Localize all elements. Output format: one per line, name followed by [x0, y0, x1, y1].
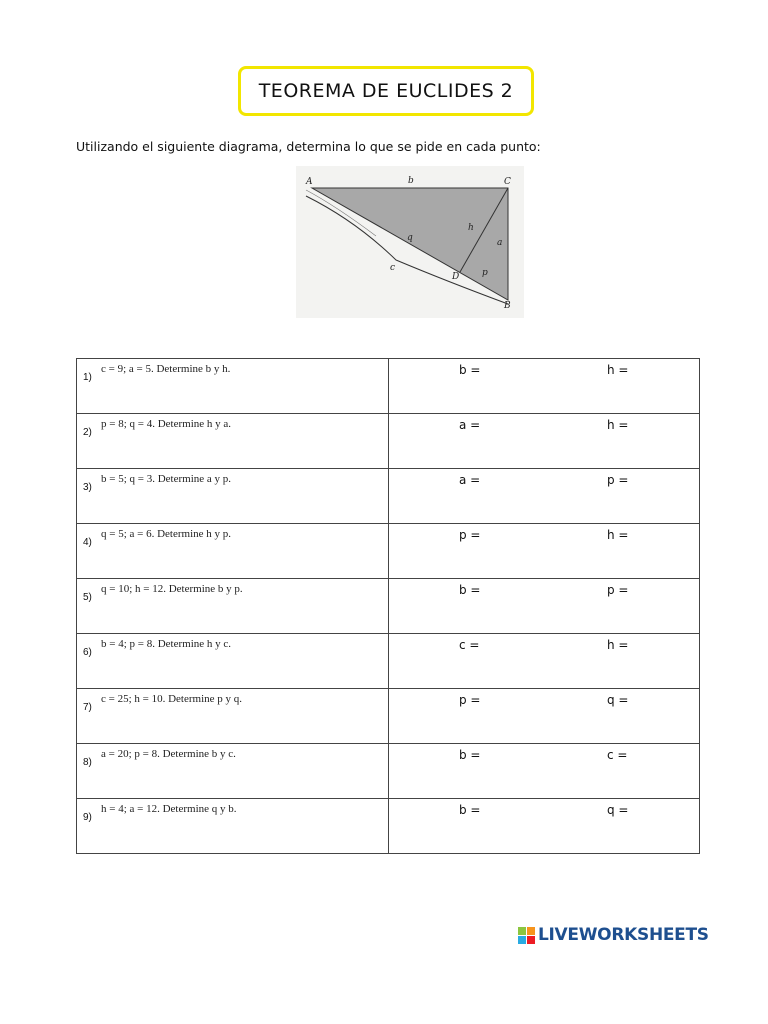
- label-A: A: [306, 177, 313, 187]
- exercise-statement: p = 8; q = 4. Determine h y a.: [101, 418, 232, 430]
- answer-cell[interactable]: [389, 579, 700, 634]
- exercise-number: 5): [83, 592, 92, 603]
- triangle-shape: [312, 188, 508, 300]
- answer-label-2: q =: [607, 693, 629, 707]
- answer-label-2: c =: [607, 748, 628, 762]
- question-cell: [77, 359, 389, 414]
- label-D: D: [452, 272, 460, 282]
- answer-label-1: b =: [459, 748, 481, 762]
- answer-label-2: h =: [607, 528, 629, 542]
- table-row: [77, 414, 700, 469]
- exercise-number: 6): [83, 647, 92, 658]
- answer-cell[interactable]: [389, 414, 700, 469]
- label-h: h: [468, 223, 474, 233]
- answer-cell[interactable]: [389, 634, 700, 689]
- exercise-statement: b = 4; p = 8. Determine h y c.: [101, 638, 232, 650]
- answer-label-1: p =: [459, 693, 481, 707]
- exercise-number: 9): [83, 812, 92, 823]
- answer-label-1: b =: [459, 583, 481, 597]
- answer-label-1: b =: [459, 363, 481, 377]
- table-row: [77, 689, 700, 744]
- label-C: C: [504, 177, 511, 187]
- table-row: [77, 634, 700, 689]
- question-cell: [77, 469, 389, 524]
- exercise-number: 3): [83, 482, 92, 493]
- answer-label-1: c =: [459, 638, 480, 652]
- instructions: Utilizando el siguiente diagrama, determina lo que se pide en cada punto:: [76, 139, 541, 154]
- table-row: [77, 579, 700, 634]
- answer-label-2: p =: [607, 583, 629, 597]
- table-row: [77, 744, 700, 799]
- label-c: c: [390, 263, 396, 273]
- exercise-statement: a = 20; p = 8. Determine b y c.: [101, 748, 236, 760]
- answer-label-1: a =: [459, 473, 481, 487]
- label-q: q: [407, 233, 413, 243]
- question-cell: [77, 524, 389, 579]
- table-row: [77, 469, 700, 524]
- answer-label-2: h =: [607, 638, 629, 652]
- triangle-diagram: [296, 166, 524, 318]
- answer-label-1: b =: [459, 803, 481, 817]
- answer-cell[interactable]: [389, 359, 700, 414]
- answer-cell[interactable]: [389, 799, 700, 854]
- question-cell: [77, 634, 389, 689]
- answer-label-1: a =: [459, 418, 481, 432]
- answer-cell[interactable]: [389, 524, 700, 579]
- exercise-statement: q = 10; h = 12. Determine b y p.: [101, 583, 243, 595]
- label-B: B: [504, 301, 511, 311]
- liveworksheets-logo[interactable]: [518, 925, 709, 945]
- exercise-number: 4): [83, 537, 92, 548]
- exercise-table: [76, 358, 700, 854]
- answer-label-2: h =: [607, 418, 629, 432]
- exercise-statement: c = 9; a = 5. Determine b y h.: [101, 363, 231, 375]
- answer-cell[interactable]: [389, 744, 700, 799]
- triangle-svg: [296, 166, 524, 318]
- question-cell: [77, 689, 389, 744]
- table-row: [77, 799, 700, 854]
- table-row: [77, 359, 700, 414]
- exercise-number: 8): [83, 757, 92, 768]
- liveworksheets-logo-icon: [518, 927, 535, 944]
- logo-text: LIVEWORKSHEETS: [538, 925, 709, 945]
- exercise-statement: h = 4; a = 12. Determine q y b.: [101, 803, 237, 815]
- answer-label-2: p =: [607, 473, 629, 487]
- answer-cell[interactable]: [389, 689, 700, 744]
- title-box: [238, 66, 534, 116]
- answer-cell[interactable]: [389, 469, 700, 524]
- label-p: p: [482, 268, 488, 278]
- exercise-statement: q = 5; a = 6. Determine h y p.: [101, 528, 232, 540]
- page-title: TEOREMA DE EUCLIDES 2: [258, 80, 514, 102]
- answer-label-2: h =: [607, 363, 629, 377]
- question-cell: [77, 799, 389, 854]
- label-a: a: [497, 238, 503, 248]
- question-cell: [77, 579, 389, 634]
- exercise-number: 7): [83, 702, 92, 713]
- exercise-statement: c = 25; h = 10. Determine p y q.: [101, 693, 243, 705]
- exercise-number: 2): [83, 427, 92, 438]
- question-cell: [77, 414, 389, 469]
- question-cell: [77, 744, 389, 799]
- label-b: b: [408, 176, 414, 186]
- answer-label-2: q =: [607, 803, 629, 817]
- table-row: [77, 524, 700, 579]
- exercise-statement: b = 5; q = 3. Determine a y p.: [101, 473, 232, 485]
- answer-label-1: p =: [459, 528, 481, 542]
- exercise-number: 1): [83, 372, 92, 383]
